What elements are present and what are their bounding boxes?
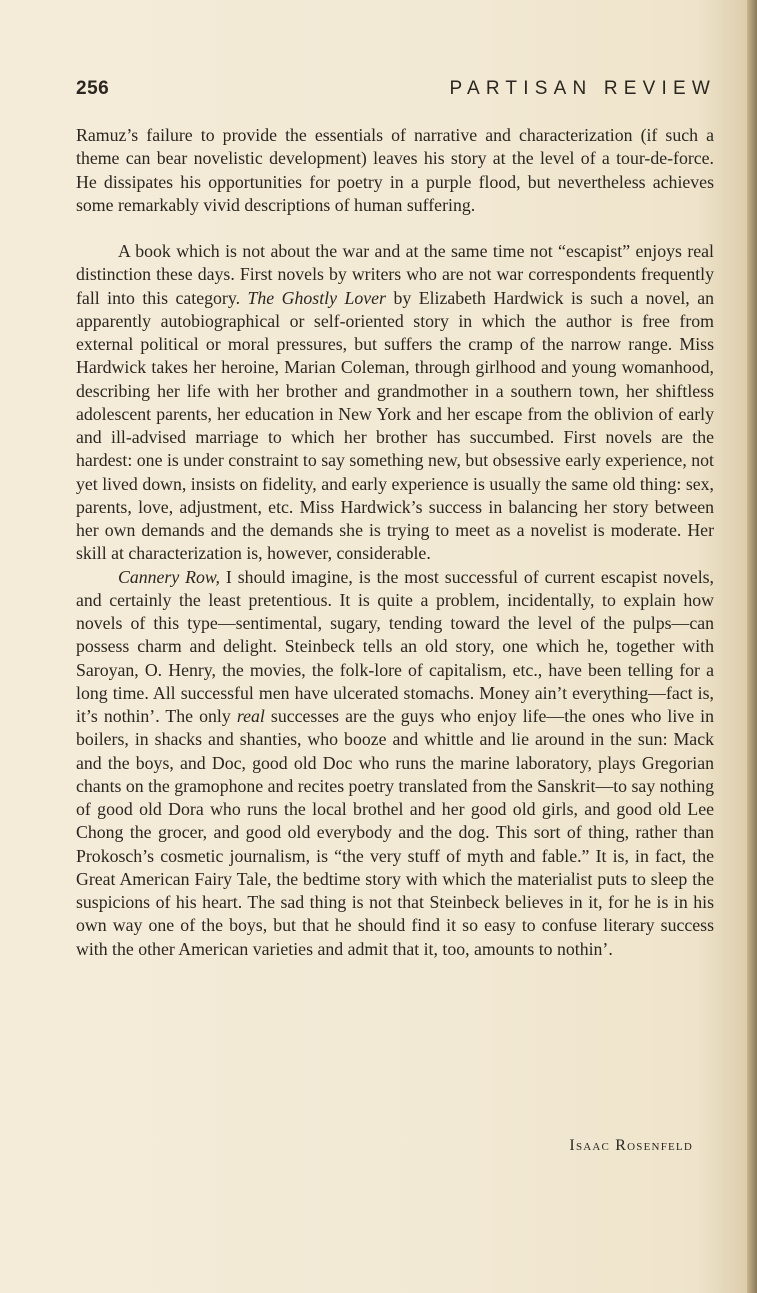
paragraph <box>76 124 714 217</box>
text-run: A book which is not about the war and at the same time not “escapist” enjoys real distinction these days. First novels by writers who are not war correspondents frequently fall into this category. <box>76 241 714 308</box>
paragraph <box>76 240 714 566</box>
page-number: 256 <box>76 78 110 99</box>
text-run: I should imagine, is the most successful of current escapist novels, and certainly the least pretentious. It is quite a problem, incidentally, to explain how novels of this type—sentimental, sugary, tending toward the level of the pulps—can possess charm and delight. Steinbeck tells an old story, one which he, together with Saroyan, O. Henry, the movies, the folk-lore of capitalism, etc., have been telling for a long time. All successful men have ulcerated stomachs. Money ain’t everything—fact is, it’s nothin’. The only <box>76 566 715 726</box>
paragraph <box>76 566 714 961</box>
text-run: Ramuz’s failure to provide the essentials of narrative and characterization (if such a theme can bear novelistic development) leaves his story at the level of a tour-de-force. He dissipates his opportunities for poetry in a purple flood, but nevertheless achieves some remarkably vivid descriptions of human suffering. <box>76 125 714 215</box>
running-head: PARTISAN REVIEW <box>449 78 716 99</box>
page-edge <box>747 0 757 1293</box>
paragraph-gap <box>76 217 714 240</box>
italic-text: Cannery Row, <box>118 566 220 587</box>
author-signature: Isaac Rosenfeld <box>569 1137 693 1154</box>
page-header <box>76 78 716 108</box>
text-run: successes are the guys who enjoy life—the ones who live in boilers, in shacks and shanties, who booze and whittle and lie around in the sun: Mack and the boys, and Doc, good old Doc who runs the marine laboratory, plays Gregorian chants on the gramophone and recites poetry translated from the Sanskrit—to say nothing of good old Dora who runs the local brothel and her good old girls, and good old Lee Chong the grocer, and good old everybody and the dog. This sort of thing, rather than Prokosch’s cosmetic journalism, is “the very stuff of myth and fable.” It is, in fact, the Great American Fairy Tale, the bedtime story with which the materialist puts to sleep the suspicions of his heart. The sad thing is not that Steinbeck believes in it, for he is in his own way one of the boys, but that he should find it so easy to confuse literary success with the other American varieties and admit that it, too, amounts to nothin’. <box>76 706 715 959</box>
text-run: by Elizabeth Hardwick is such a novel, an apparently autobiographical or self-oriented story in which the author is free from external political or moral pressures, but suffers the cramp of the narrow range. Miss Hardwick takes her heroine, Marian Coleman, through girlhood and young womanhood, describing her life with her brother and grandmother in a southern town, her shiftless adolescent parents, her education in New York and her escape from the oblivion of early and ill-advised marriage to which her brother has succumbed. First novels are the hardest: one is under constraint to say something new, but obsessive early experience, not yet lived down, insists on fidelity, and early experience is usually the same old thing: sex, parents, love, adjustment, etc. Miss Hardwick’s success in balancing her story between her own demands and the demands she is trying to meet as a novelist is moderate. Her skill at characterization is, however, considerable. <box>76 287 714 564</box>
italic-text: The Ghostly Lover <box>247 287 386 308</box>
italic-text: real <box>236 706 265 726</box>
article-body <box>76 124 714 961</box>
